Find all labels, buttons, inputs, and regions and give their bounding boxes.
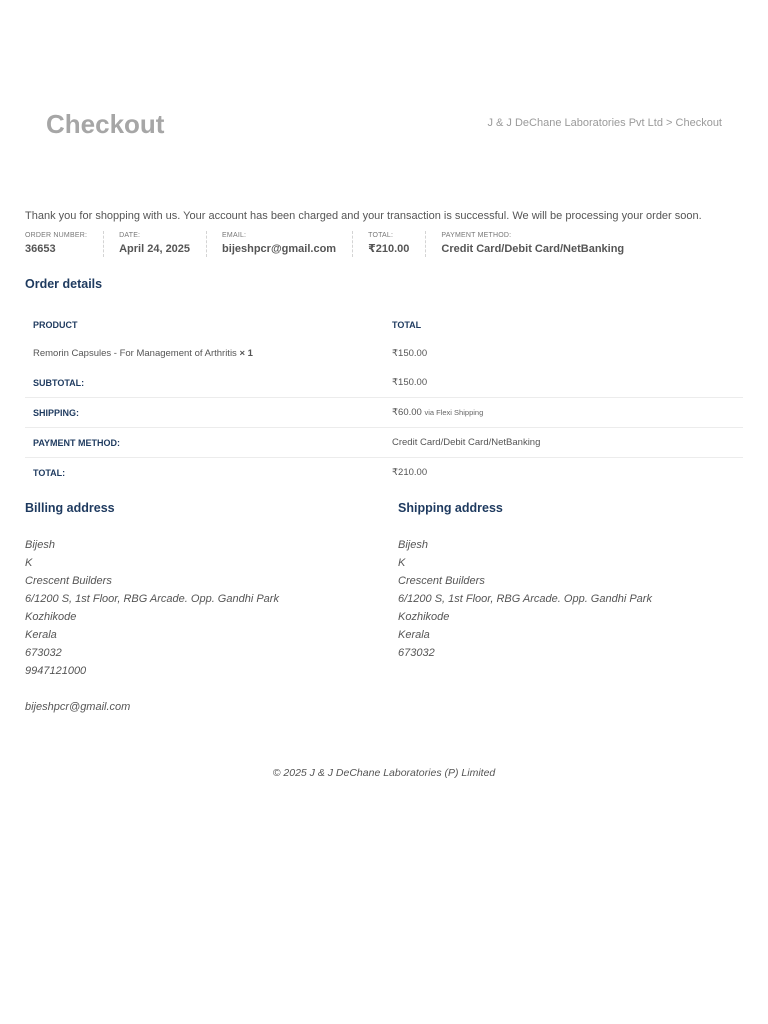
breadcrumb-home-link[interactable]: J & J DeChane Laboratories Pvt Ltd (487, 117, 663, 129)
footer-copyright: © 2025 J & J DeChane Laboratories (P) Limited (272, 767, 496, 779)
order-number-label: ORDER NUMBER: (25, 232, 88, 239)
billing-city: Kozhikode (25, 611, 77, 623)
order-total-label: TOTAL: (33, 467, 66, 478)
billing-phone: 9947121000 (25, 665, 87, 677)
table-row (25, 428, 743, 458)
order-details-title: Order details (25, 277, 103, 291)
overview-total (353, 231, 426, 257)
billing-last-name: K (25, 557, 33, 569)
email-value: bijeshpcr@gmail.com (222, 243, 337, 255)
product-quantity: × 1 (239, 348, 253, 359)
product-cell (25, 339, 384, 368)
shipping-address (398, 536, 652, 662)
subtotal-value: ₹150.00 (384, 368, 743, 398)
date-value: April 24, 2025 (119, 243, 191, 255)
overview-payment-method (426, 231, 640, 257)
table-row (25, 368, 743, 398)
shipping-city: Kozhikode (398, 611, 450, 623)
shipping-label: SHIPPING: (25, 398, 384, 428)
payment-method-label: PAYMENT METHOD: (441, 232, 512, 239)
table-row (25, 458, 743, 488)
billing-state: Kerala (25, 629, 57, 641)
billing-spacer (25, 680, 279, 698)
date-label: DATE: (119, 232, 141, 239)
order-details-table (25, 310, 743, 487)
subtotal-label: SUBTOTAL: (25, 368, 384, 398)
billing-company: Crescent Builders (25, 575, 112, 587)
breadcrumb-current: Checkout (675, 117, 722, 129)
payment-method-row-label: PAYMENT METHOD: (25, 428, 384, 458)
order-overview (25, 231, 640, 257)
billing-address-title: Billing address (25, 501, 115, 515)
shipping-street: 6/1200 S, 1st Floor, RBG Arcade. Opp. Gandhi Park (398, 593, 652, 605)
breadcrumb-separator: > (666, 117, 673, 129)
thank-you-notice: Thank you for shopping with us. Your account has been charged and your transaction is successful. We will be processing your order soon. (25, 210, 702, 222)
shipping-method: via Flexi Shipping (424, 408, 484, 417)
table-row (25, 398, 743, 428)
overview-order-number (25, 231, 104, 257)
shipping-postcode: 673032 (398, 647, 435, 659)
total-column-header: TOTAL (392, 319, 422, 330)
overview-email (207, 231, 353, 257)
shipping-first-name: Bijesh (398, 539, 428, 551)
billing-first-name: Bijesh (25, 539, 55, 551)
shipping-state: Kerala (398, 629, 430, 641)
email-label: EMAIL: (222, 232, 247, 239)
shipping-address-title: Shipping address (398, 501, 503, 515)
overview-date (104, 231, 207, 257)
table-row (25, 339, 743, 368)
billing-street: 6/1200 S, 1st Floor, RBG Arcade. Opp. Gandhi Park (25, 593, 279, 605)
shipping-last-name: K (398, 557, 406, 569)
shipping-value-cell (384, 398, 743, 428)
order-total-value: ₹210.00 (392, 467, 428, 478)
product-link[interactable]: Remorin Capsules - For Management of Arthritis (33, 348, 237, 359)
page-title: Checkout (46, 109, 165, 139)
order-number-value: 36653 (25, 243, 56, 255)
payment-method-value: Credit Card/Debit Card/NetBanking (441, 243, 625, 255)
shipping-value: ₹60.00 (392, 407, 422, 418)
billing-email: bijeshpcr@gmail.com (25, 701, 131, 713)
billing-postcode: 673032 (25, 647, 62, 659)
payment-method-row-value: Credit Card/Debit Card/NetBanking (384, 428, 743, 458)
product-column-header: PRODUCT (33, 319, 78, 330)
billing-address (25, 536, 279, 716)
breadcrumb (487, 117, 722, 129)
product-total-cell: ₹150.00 (392, 348, 428, 359)
total-value: ₹210.00 (368, 243, 410, 255)
shipping-company: Crescent Builders (398, 575, 485, 587)
table-header-row (25, 310, 743, 339)
total-label: TOTAL: (368, 232, 394, 239)
